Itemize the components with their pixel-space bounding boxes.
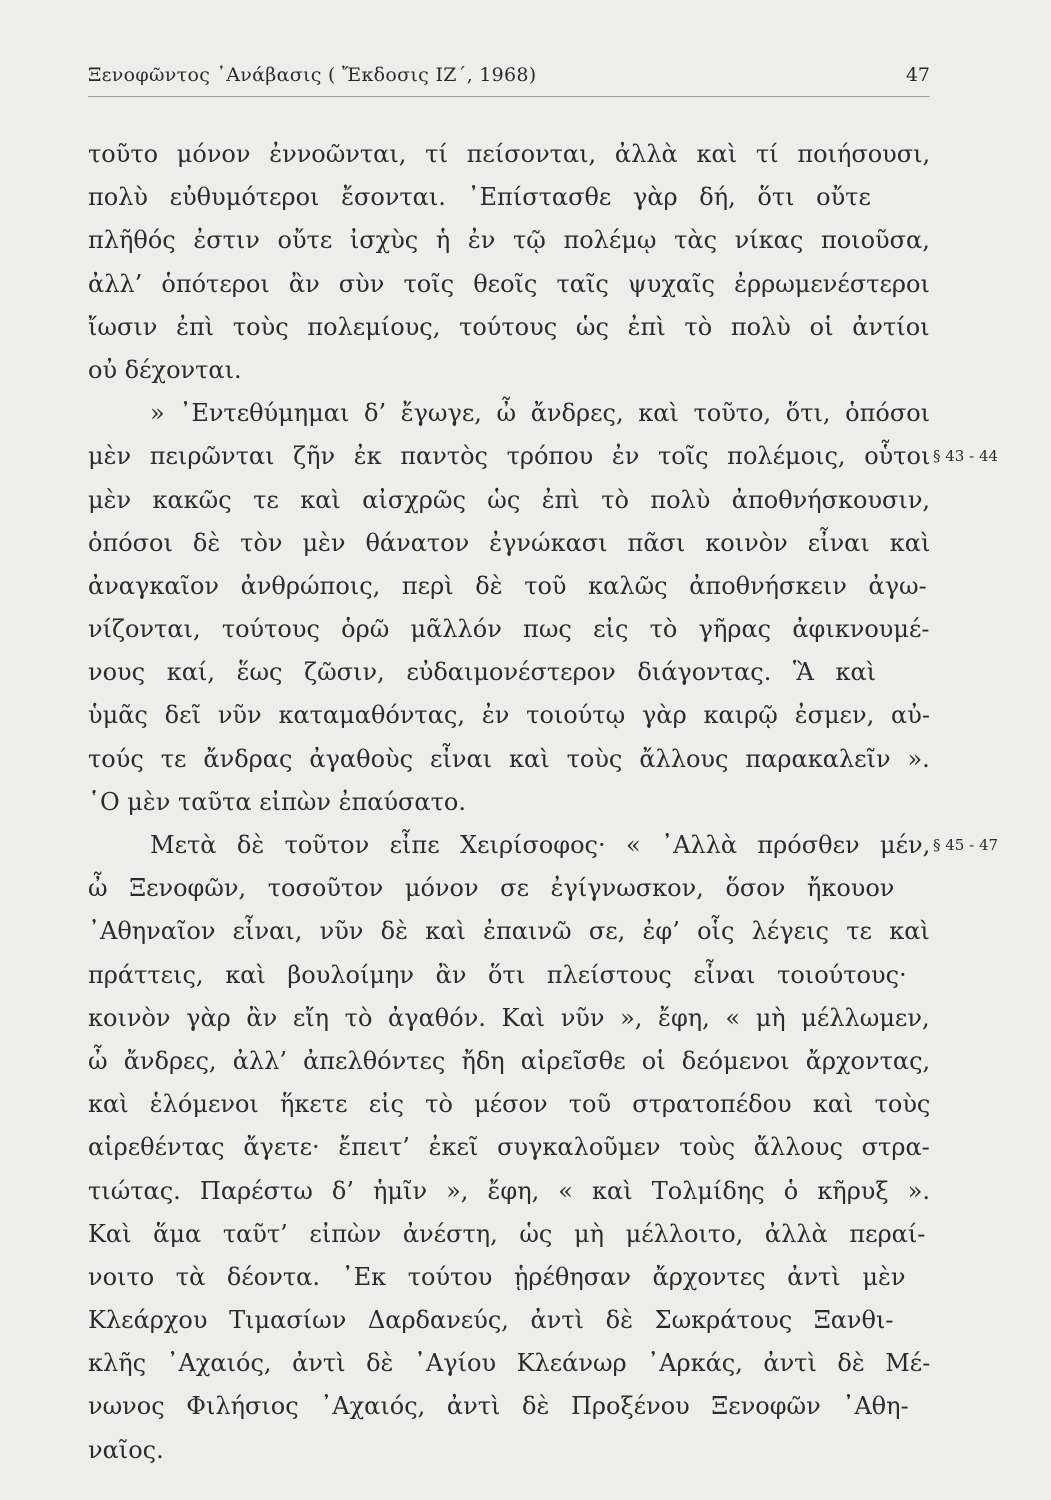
text-line: » ᾿Εντεθύμημαι δ’ ἔγωγε, ὦ ἄνδρες, καὶ τοῦτο, ὅτι, ὁπόσοι xyxy=(150,399,931,428)
text-line: ὑμᾶς δεῖ νῦν καταμαθόντας, ἐν τοιούτῳ γὰρ καιρῷ ἐσμεν, αὐ- xyxy=(88,701,930,730)
text-line: νοιτο τὰ δέοντα. ᾿Εκ τούτου ᾑρέθησαν ἄρχοντες ἀντὶ μὲν xyxy=(88,1262,906,1291)
text-line: τούς τε ἄνδρας ἀγαθοὺς εἶναι καὶ τοὺς ἄλλους παρακαλεῖν ». xyxy=(88,744,930,773)
text-line: τιώτας. Παρέστω δ’ ἡμῖν », ἔφη, « καὶ Τολμίδης ὁ κῆρυξ ». xyxy=(88,1176,931,1205)
text-line: ῾Ο μὲν ταῦτα εἰπὼν ἐπαύσατο. xyxy=(88,787,466,816)
text-line: Καὶ ἅμα ταῦτ’ εἰπὼν ἀνέστη, ὡς μὴ μέλλοιτο, ἀλλὰ περαί- xyxy=(88,1219,926,1248)
margin-section-note: § 43 - 44 xyxy=(933,447,999,466)
text-line: ἀναγκαῖον ἀνθρώποις, περὶ δὲ τοῦ καλῶς ἀποθνήσκειν ἀγω- xyxy=(88,571,927,600)
text-line: ὦ Ξενοφῶν, τοσοῦτον μόνον σε ἐγίγνωσκον, ὅσον ἤκουον xyxy=(88,874,895,903)
text-line: μὲν κακῶς τε καὶ αἰσχρῶς ὡς ἐπὶ τὸ πολὺ ἀποθνήσκουσιν, xyxy=(88,485,931,514)
body-text xyxy=(88,133,930,1472)
text-line: ἀλλ’ ὁπότεροι ἂν σὺν τοῖς θεοῖς ταῖς ψυχαῖς ἐρρωμενέστεροι xyxy=(88,269,930,298)
running-title: Ξενοφῶντος ᾿Ανάβασις ( Ἔκδοσις ΙΖ΄, 1968) xyxy=(88,64,537,86)
text-line: νίζονται, τούτους ὁρῶ μᾶλλόν πως εἰς τὸ γῆρας ἀφικνουμέ- xyxy=(88,615,930,644)
text-line: πράττεις, καὶ βουλοίμην ἂν ὅτι πλείστους εἶναι τοιούτους· xyxy=(88,960,907,989)
text-line: Κλεάρχου Τιμασίων Δαρδανεύς, ἀντὶ δὲ Σωκράτους Ξανθι- xyxy=(88,1306,894,1335)
text-line: οὐ δέχονται. xyxy=(88,355,242,384)
running-header xyxy=(88,62,930,96)
text-line: νους καί, ἕως ζῶσιν, εὐδαιμονέστερον διάγοντας. Ἃ καὶ xyxy=(88,658,877,687)
margin-section-note: § 45 - 47 xyxy=(933,836,999,855)
text-line: κλῆς ᾿Αχαιός, ἀντὶ δὲ ᾿Αγίου Κλεάνωρ ᾿Αρκάς, ἀντὶ δὲ Μέ- xyxy=(88,1349,931,1378)
text-line: αἱρεθέντας ἄγετε· ἔπειτ’ ἐκεῖ συγκαλοῦμεν τοὺς ἄλλους στρα- xyxy=(88,1133,930,1162)
text-line: ᾿Αθηναῖον εἶναι, νῦν δὲ καὶ ἐπαινῶ σε, ἐφ’ οἷς λέγεις τε καὶ xyxy=(88,917,930,946)
text-line: ἴωσιν ἐπὶ τοὺς πολεμίους, τούτους ὡς ἐπὶ τὸ πολὺ οἱ ἀντίοι xyxy=(88,312,930,341)
page-number: 47 xyxy=(905,64,930,86)
text-line: Μετὰ δὲ τοῦτον εἶπε Χειρίσοφος· « ᾿Αλλὰ πρόσθεν μέν, xyxy=(150,831,931,859)
text-line: μὲν πειρῶνται ζῆν ἐκ παντὸς τρόπου ἐν τοῖς πολέμοις, οὗτοι xyxy=(88,442,931,471)
text-line: τοῦτο μόνον ἐννοῶνται, τί πείσονται, ἀλλὰ καὶ τί ποιήσουσι, xyxy=(88,140,931,168)
text-line: ὁπόσοι δὲ τὸν μὲν θάνατον ἐγνώκασι πᾶσι κοινὸν εἶναι καὶ xyxy=(88,528,931,557)
text-line: πλῆθός ἐστιν οὔτε ἰσχὺς ἡ ἐν τῷ πολέμῳ τὰς νίκας ποιοῦσα, xyxy=(88,226,930,255)
text-line: καὶ ἑλόμενοι ἥκετε εἰς τὸ μέσον τοῦ στρατοπέδου καὶ τοὺς xyxy=(88,1090,931,1119)
text-line: πολὺ εὐθυμότεροι ἔσονται. ᾿Επίστασθε γὰρ δή, ὅτι οὔτε xyxy=(88,183,871,212)
text-line: κοινὸν γὰρ ἂν εἴη τὸ ἀγαθόν. Καὶ νῦν », ἔφη, « μὴ μέλλωμεν, xyxy=(88,1003,930,1032)
text-line: ναῖος. xyxy=(88,1435,164,1464)
header-rule xyxy=(88,96,930,97)
text-line: ὦ ἄνδρες, ἀλλ’ ἀπελθόντες ἤδη αἱρεῖσθε οἱ δεόμενοι ἄρχοντας, xyxy=(88,1046,931,1075)
text-line: νωνος Φιλήσιος ᾿Αχαιός, ἀντὶ δὲ Προξένου Ξενοφῶν ᾿Αθη- xyxy=(88,1392,909,1421)
